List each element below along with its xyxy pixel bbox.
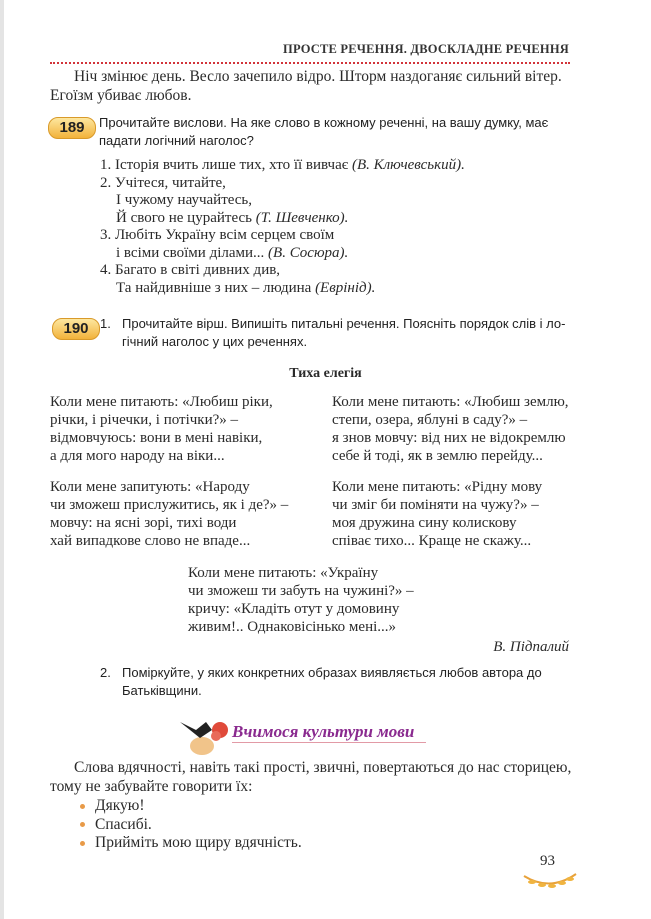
- poem-author: В. Підпалий: [493, 639, 569, 655]
- quote-line: 3. Любіть Україну всім серцем своїм: [100, 227, 335, 243]
- bullet-icon: [80, 822, 85, 827]
- page-edge: [0, 0, 4, 919]
- poem-stanza: Коли мене запитують: «Народу чи зможеш прислужитись, як і де?» – мовчу: на ясні зорі, тихі води хай випадкове слово не впаде...: [50, 479, 289, 549]
- poem-stanza: Коли мене питають: «Рідну мову чи зміг би поміняти на чужу?» – моя дружина сину колискову співає тихо... Краще не скажу...: [332, 479, 543, 549]
- quote-line: Та найдивніше з них – людина (Еврінід).: [116, 279, 376, 296]
- quote-line: і всіми своїми ділами... (В. Сосюра).: [116, 244, 349, 261]
- quote-line: 2. Учітеся, читайте,: [100, 174, 226, 191]
- header-divider: [50, 62, 570, 64]
- task-line: Прочитайте вислови. На яке слово в кожному реченні, на вашу думку, має: [99, 115, 549, 130]
- list-item: Прийміть мою щиру вдячність.: [80, 834, 302, 853]
- exercise-190-task-1: 1. Прочитайте вірш. Випишіть питальні речення. Поясніть порядок слів і ло- гічний наголос у цих реченнях.: [100, 316, 566, 349]
- section-heading: Вчимося культури мови: [232, 722, 426, 743]
- exercise-number-189: 189: [48, 117, 96, 139]
- poem-stanza: Коли мене питають: «Україну чи зможеш ти забуть на чужині?» – кричу: «Кладіть отут у домовину живим!.. Однаковісінько мені...»: [188, 565, 414, 635]
- intro-paragraph: [50, 68, 575, 105]
- bullet-icon: [80, 804, 85, 809]
- task-line: падати логічний наголос?: [99, 133, 254, 148]
- running-header: ПРОСТЕ РЕЧЕННЯ. ДВОСКЛАДНЕ РЕЧЕННЯ: [283, 42, 569, 56]
- exercise-number-190: 190: [52, 318, 100, 340]
- page-number: 93: [540, 853, 555, 869]
- list-item: Спасибі.: [80, 816, 302, 835]
- poem-stanza: Коли мене питають: «Любиш ріки, річки, і річечки, і потічки?» – відмовчуюсь: вони в мені навіки, а для мого народу на віки...: [50, 394, 273, 464]
- quote-line: 1. Історія вчить лише тих, хто її вивчає (В. Ключевський).: [100, 157, 465, 173]
- intro-line: Ніч змінює день. Весло зачепило відро. Шторм наздоганяє сильний вітер.: [74, 68, 562, 85]
- quote-line: І чужому научайтесь,: [116, 192, 253, 208]
- exercise-190-task-2: 2. Поміркуйте, у яких конкретних образах виявляється любов автора до Батьківщини.: [100, 665, 542, 698]
- poem-title: Тиха елегія: [289, 366, 362, 381]
- wheat-ornament-icon: [520, 870, 580, 892]
- intro-line: Егоїзм убиває любов.: [50, 86, 192, 104]
- culture-paragraph: Слова вдячності, навіть такі прості, звичні, повертаються до нас сторицею, тому не забувайте говорити їх:: [50, 759, 572, 795]
- exercise-189-quotes: [100, 157, 465, 297]
- exercise-189-task: [99, 114, 548, 150]
- bird-flower-icon: [178, 716, 234, 758]
- poem-stanza: Коли мене питають: «Любиш землю, степи, озера, яблуні в саду?» – я знов мовчу: від них не відокремлю себе й тоді, як в землю перейду...: [332, 394, 569, 464]
- bullet-list: [80, 797, 302, 853]
- list-item: Дякую!: [80, 797, 302, 816]
- quote-line: Й свого не цурайтесь (Т. Шевченко).: [116, 209, 349, 226]
- quote-line: 4. Багато в світі дивних див,: [100, 262, 281, 278]
- bullet-icon: [80, 841, 85, 846]
